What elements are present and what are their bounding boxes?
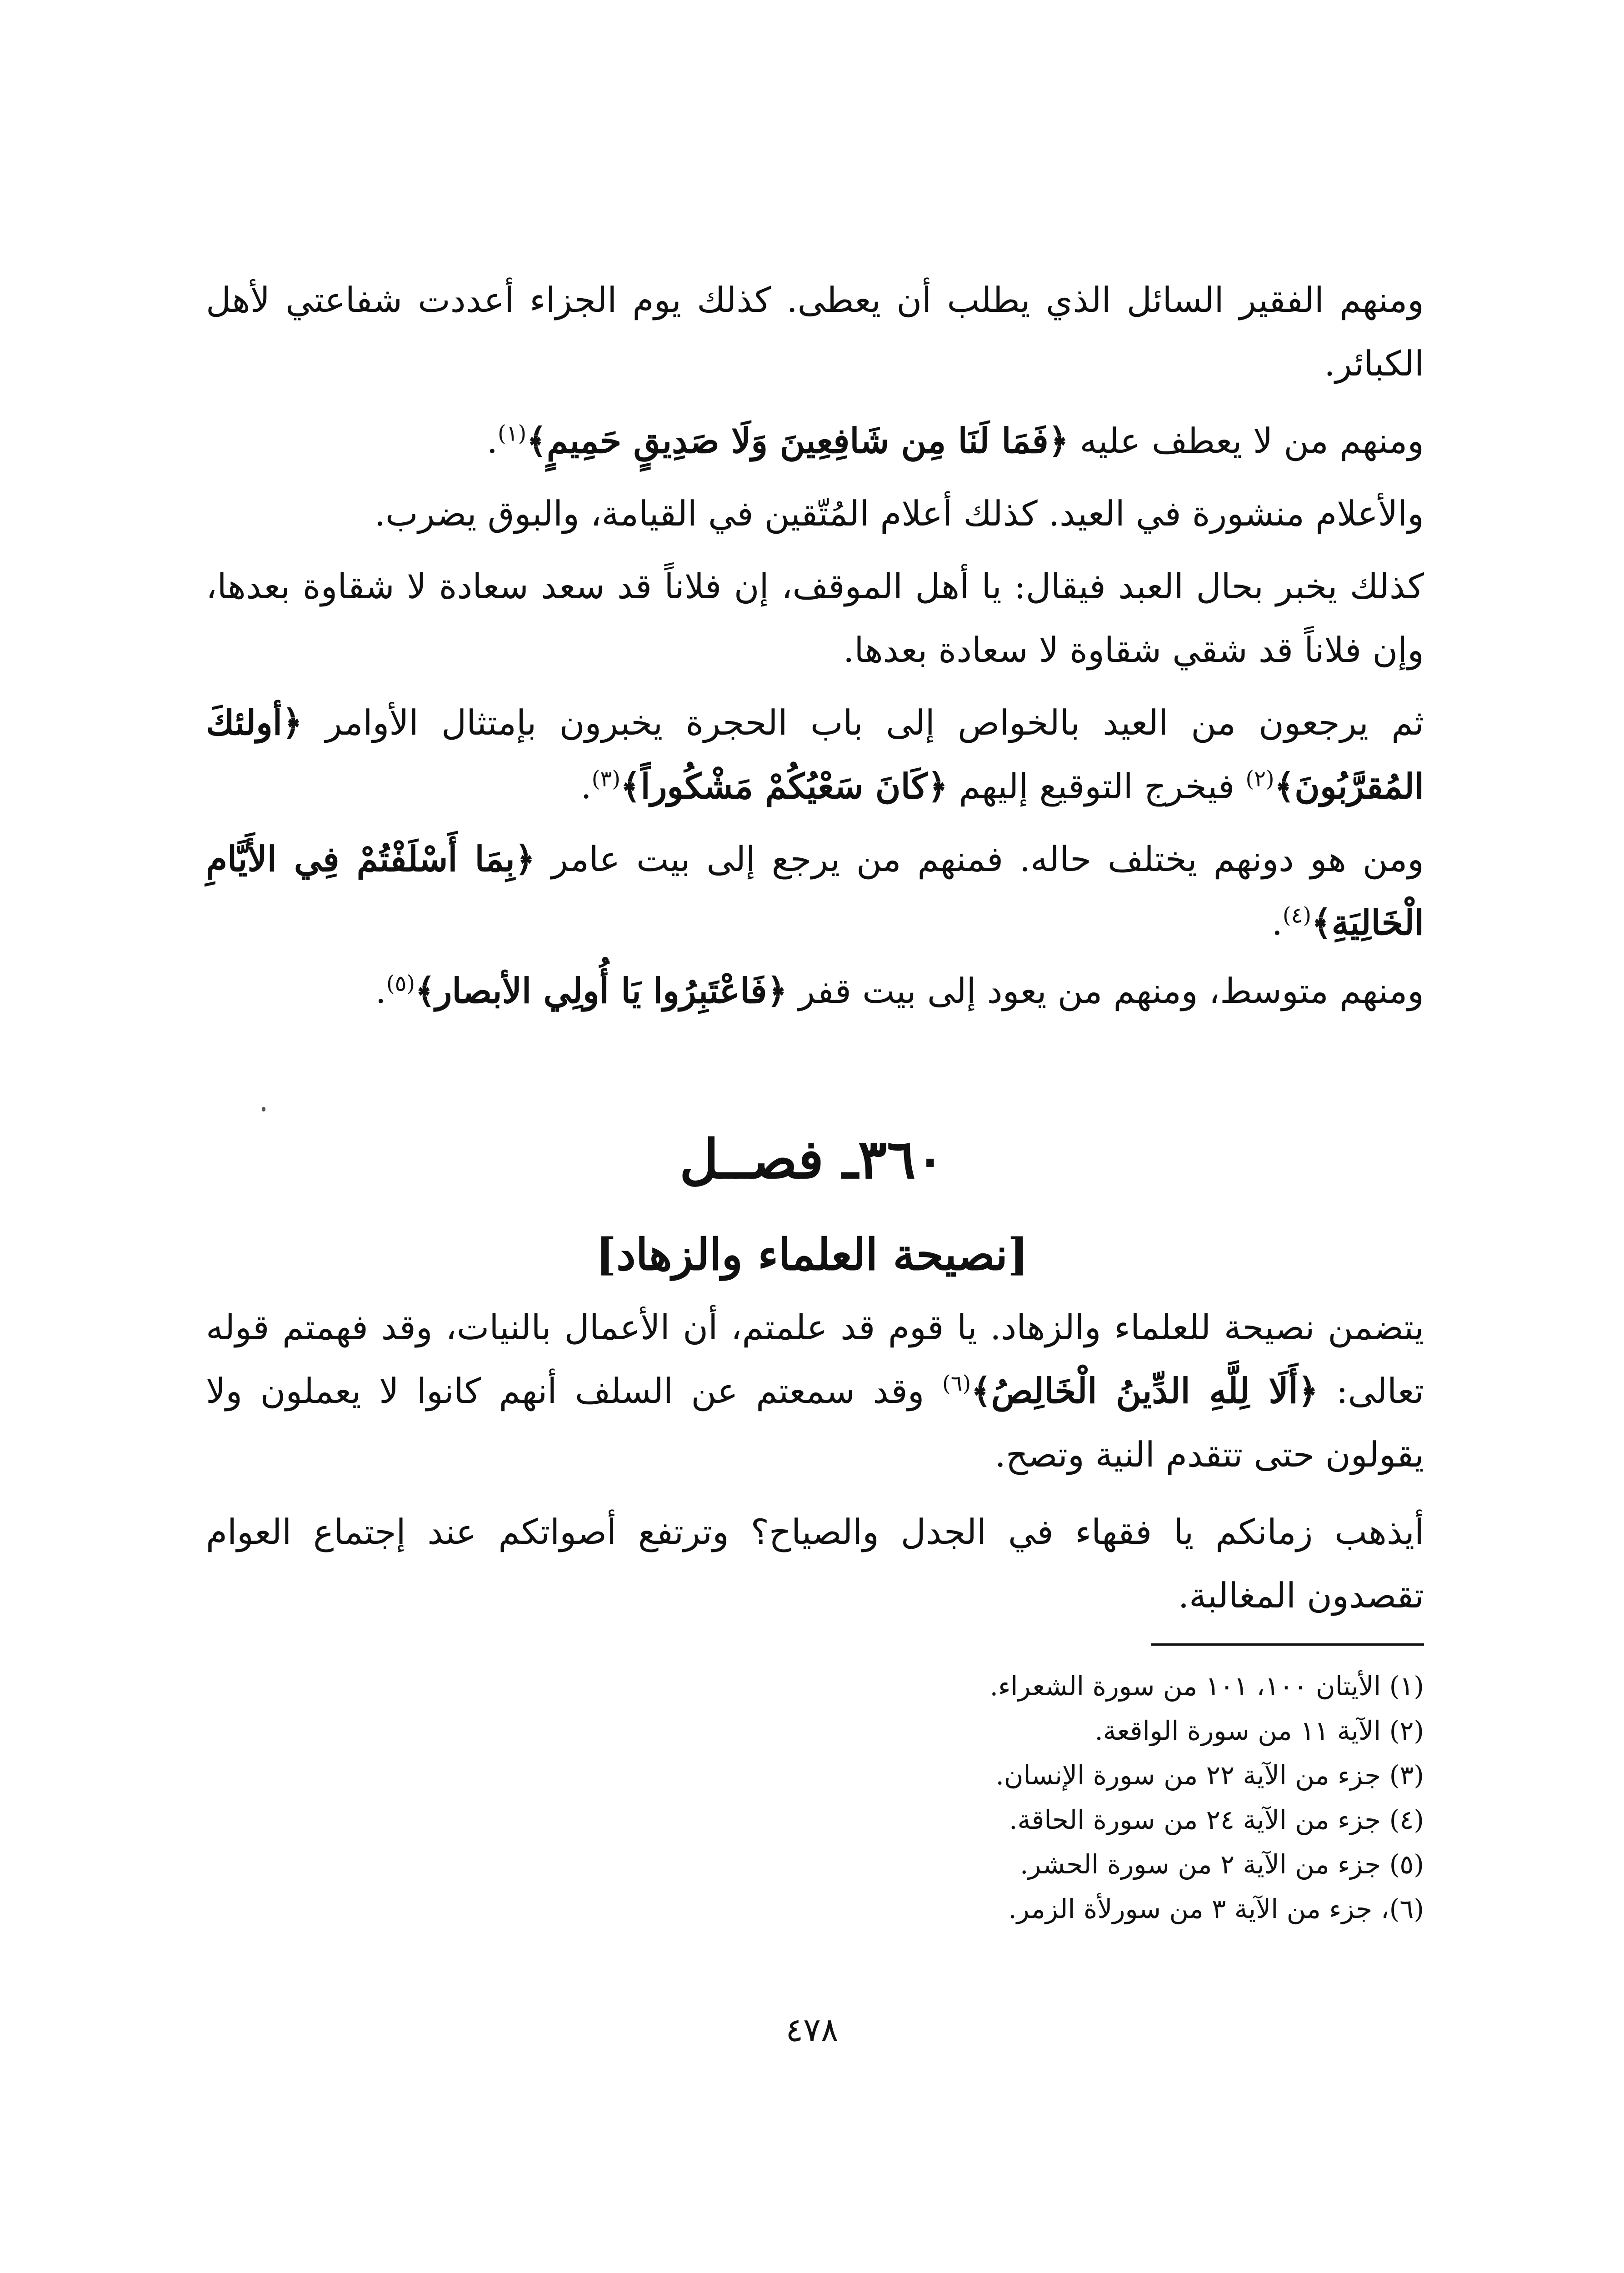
quran-verse: ﴿أولئكَ المُقرَّبُونَ﴾ — [206, 702, 1424, 806]
quran-verse: ﴿بِمَا أَسْلَفْتُمْ فِي الأَيَّامِ الْخَالِيَةِ﴾ — [206, 839, 1424, 943]
paragraph-text: يتضمن نصيحة للعلماء والزهاد. يا قوم قد علمتم، أن الأعمال بالنيات، وقد فهمتم قوله تعالى: — [206, 1307, 1424, 1411]
footnote-item: (٣) جزء من الآية ٢٢ من سورة الإنسان. — [995, 1760, 1424, 1791]
footnote-item: (٤) جزء من الآية ٢٤ من سورة الحاقة. — [1009, 1804, 1424, 1835]
scan-speck — [262, 1107, 265, 1111]
footnote-item: (٥) جزء من الآية ٢ من سورة الحشر. — [1020, 1849, 1424, 1880]
quran-verse: ﴿كَانَ سَعْيُكُمْ مَشْكُوراً﴾ — [620, 766, 948, 806]
footnote-item: (١) الأيتان ١٠٠، ١٠١ من سورة الشعراء. — [989, 1671, 1424, 1702]
footnote-reference: (٤) — [1282, 902, 1312, 928]
footnotes-list — [206, 1664, 1424, 1931]
paragraph-text: وقد سمعتم عن السلف أنهم كانوا لا يعملون ولا يقولون حتى تتقدم النية وتصح. — [206, 1371, 1424, 1475]
quran-verse: ﴿أَلَا لِلَّهِ الدِّينُ الْخَالِصُ﴾ — [971, 1371, 1319, 1411]
paragraph-text: . — [580, 766, 592, 806]
paragraph-jurists-dispute — [206, 1500, 1424, 1627]
paragraph-text: ومنهم متوسط، ومنهم من يعود إلى بيت قفر — [787, 971, 1424, 1011]
paragraph-text: أيذهب زمانكم يا فقهاء في الجدل والصياح؟ وترتفع أصواتكم عند إجتماع العوام تقصدون المغالبة. — [206, 1512, 1424, 1616]
quran-verse: ﴿فَمَا لَنَا مِن شَافِعِينَ وَلَا صَدِيقٍ حَمِيمٍ﴾ — [526, 421, 1069, 461]
paragraph-announcement — [206, 555, 1424, 682]
footnote-reference: (١) — [497, 421, 527, 446]
paragraph-return-from-eid — [206, 691, 1424, 818]
paragraph-text: ثم يرجعون من العيد بالخواص إلى باب الحجرة يخبرون بإمتثال الأوامر — [302, 702, 1424, 743]
quran-verse: ﴿فَاعْتَبِرُوا يَا أُولِي الأبصار﴾ — [415, 971, 788, 1011]
section-heading: ٣٦٠ـ فصــل — [679, 1127, 945, 1191]
paragraph-text: والأعلام منشورة في العيد. كذلك أعلام المُتّقين في القيامة، والبوق يضرب. — [374, 493, 1424, 534]
footnote-reference: (٥) — [386, 971, 415, 996]
footnote-reference: (٣) — [591, 766, 620, 792]
page-number: ٤٧٨ — [785, 2011, 839, 2049]
paragraph-poor-beggar — [206, 268, 1424, 396]
paragraph-no-intercessors — [206, 409, 1424, 473]
paragraph-text: . — [486, 421, 498, 461]
paragraph-text: كذلك يخبر بحال العبد فيقال: يا أهل الموقف، إن فلاناً قد سعد سعادة لا شقاوة بعدها، وإن فلاناً قد شقي شقاوة لا سعادة بعدها. — [206, 566, 1424, 670]
paragraph-text: ومنهم الفقير السائل الذي يطلب أن يعطى. كذلك يوم الجزاء أعددت شفاعتي لأهل الكبائر. — [206, 280, 1424, 384]
paragraph-middle-rank — [206, 959, 1424, 1023]
footnote-item: (٦)، جزء من الآية ٣ من سورلأة الزمر. — [1008, 1893, 1424, 1924]
footnote-item: (٢) الآية ١١ من سورة الواقعة. — [1094, 1715, 1424, 1746]
paragraph-text: . — [375, 971, 386, 1011]
section-title: [نصيحة العلماء والزهاد] — [595, 1229, 1029, 1280]
paragraph-text: فيخرج التوقيع إليهم — [948, 766, 1246, 806]
paragraph-flags — [206, 482, 1424, 546]
paragraph-text: ومنهم من لا يعطف عليه — [1069, 421, 1424, 461]
footnote-reference: (٦) — [942, 1371, 971, 1397]
footnote-divider — [1151, 1643, 1424, 1646]
paragraph-text: . — [1271, 902, 1283, 943]
paragraph-advice-scholars — [206, 1296, 1424, 1487]
paragraph-lesser-rank — [206, 827, 1424, 955]
paragraph-text: ومن هو دونهم يختلف حاله. فمنهم من يرجع إلى بيت عامر — [535, 839, 1424, 879]
footnote-reference: (٢) — [1245, 766, 1274, 792]
